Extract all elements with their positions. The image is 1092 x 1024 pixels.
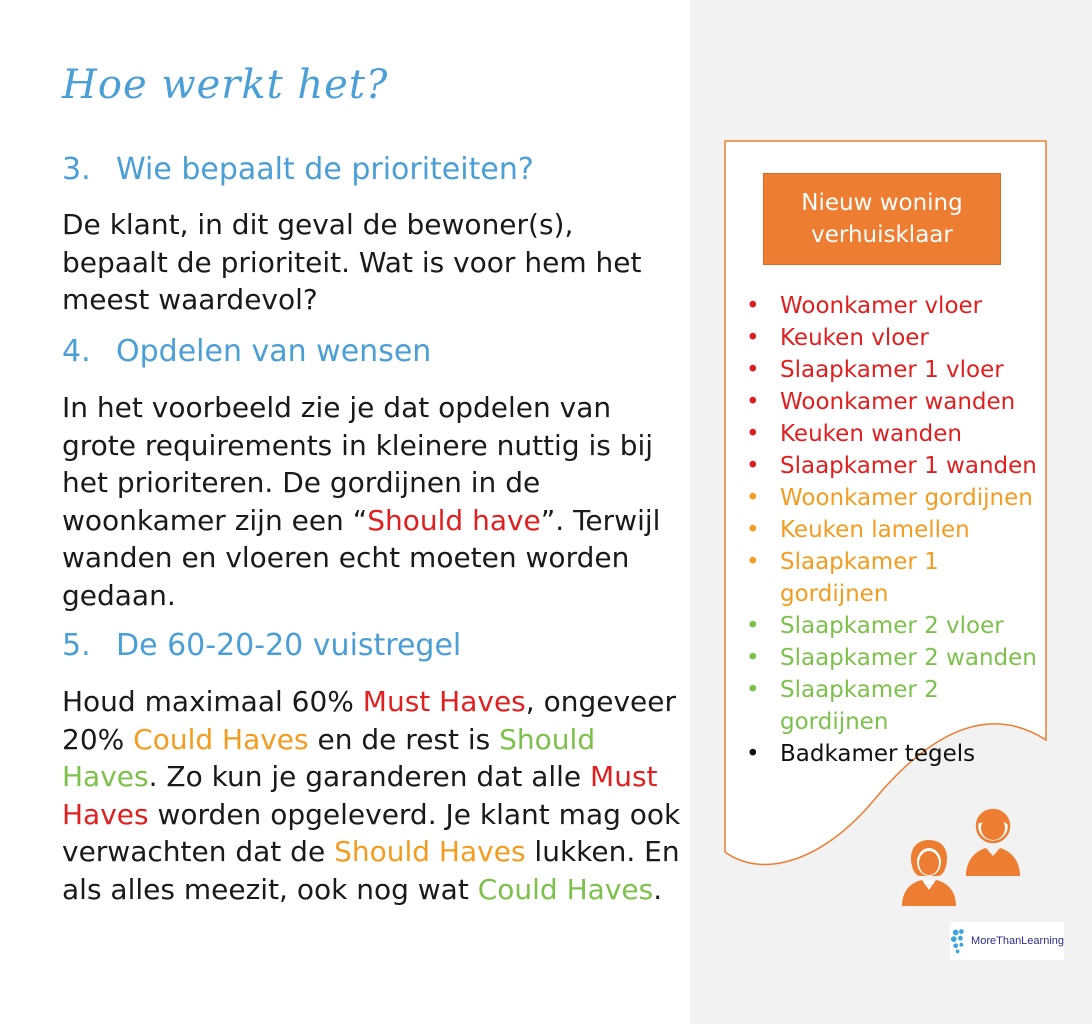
man-user-icon [964,806,1022,878]
section-3-text: De klant, in dit geval de bewoner(s), bepaalt de prioriteit. Wat is voor hem het meest waardevol? [62,208,642,316]
flower-logo-icon [950,926,967,956]
section-title: Wie bepaalt de prioriteiten? [116,152,534,187]
text-run: lukken. En als alles meezit, ook nog wat [62,835,680,906]
text-run: In het voorbeeld zie je dat opdelen van grote requirements in kleinere nuttig is bij het prioriteren. De gordijnen in de woonkamer zijn een “ [62,391,654,537]
section-4-text [62,389,687,614]
section-5-text [62,683,687,908]
section-title: Opdelen van wensen [116,334,432,369]
section-3-heading [62,152,534,187]
woman-user-icon [900,836,958,908]
text-run: worden opgeleverd. Je klant mag ook verwachten dat de [62,797,681,868]
must-haves-highlight: Must Haves [62,760,658,831]
should-haves-highlight: Should Haves [62,722,596,793]
text-run: en de rest is [308,722,500,756]
must-haves-highlight: Must Haves [362,685,526,718]
section-number: 4. [62,334,91,369]
section-number: 3. [62,152,91,187]
logo-text: MoreThanLearning [971,935,1064,947]
list-item: • Badkamer tegels [746,738,1046,770]
section-number: 5. [62,628,91,663]
list-item: • Woonkamer wanden [746,386,1046,418]
list-item: • Slaapkamer 1 wanden [746,450,1046,482]
text-run: . [653,872,663,906]
text-run: , ongeveer 20% [62,685,676,756]
list-item: • Keuken lamellen [746,514,1046,546]
list-item: • Woonkamer gordijnen [746,482,1046,514]
could-haves-highlight: Could Haves [477,872,654,906]
section-5-heading [62,628,461,663]
section-4-heading [62,334,431,369]
list-item: • Slaapkamer 2 vloer [746,610,1046,642]
text-run: . Zo kun je garanderen dat alle [148,760,591,793]
logo [950,922,1064,960]
should-haves-highlight: Should Haves [334,835,526,868]
list-item: • Slaapkamer 1 gordijnen [746,546,970,610]
text-run: ”. Terwijl wanden en vloeren echt moeten worden gedaan. [62,503,661,612]
could-haves-highlight: Could Haves [133,722,309,756]
list-item: • Slaapkamer 2 gordijnen [746,674,970,738]
list-item: • Keuken wanden [746,418,1046,450]
list-item: • Woonkamer vloer [746,290,1046,322]
backlog-card-header [763,173,1001,265]
backlog-list [746,290,1046,770]
list-item: • Slaapkamer 2 wanden [746,642,1046,674]
list-item: • Slaapkamer 1 vloer [746,354,1046,386]
text-run: Houd maximaal 60% [62,685,363,718]
should-have-highlight: Should have [367,503,541,537]
card-header-text: Nieuw woning verhuisklaar [801,190,963,248]
section-title: De 60-20-20 vuistregel [116,628,462,663]
list-item: • Keuken vloer [746,322,1046,354]
page-title: Hoe werkt het? [62,62,389,108]
